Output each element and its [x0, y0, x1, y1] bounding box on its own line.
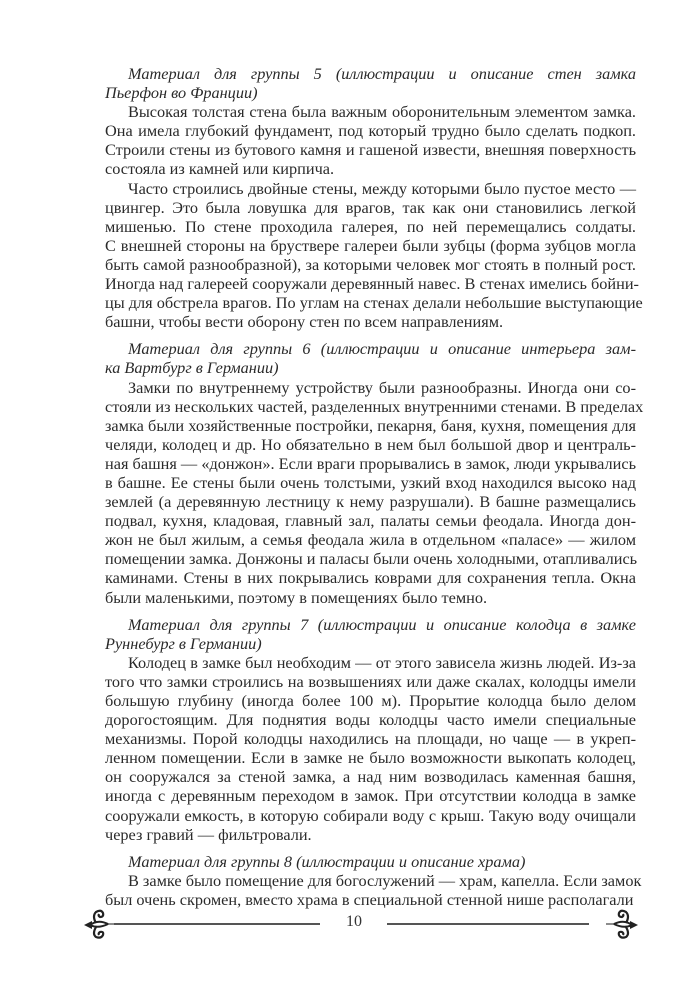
text-line: Высокая толстая стена была важным оборонительным элементом замка. [128, 102, 636, 122]
text-line: каминами. Стены в них покрывались коврами для сохранения тепла. Окна [105, 568, 636, 588]
text-line: башни, чтобы вести оборону стен по всем направлениям. [105, 312, 504, 332]
text-line: быть самой разнообразной), за которыми человек мог стоять в полный рост. [105, 254, 636, 274]
fleuron-ornament-icon [606, 908, 640, 940]
paragraph [105, 102, 636, 178]
text-line: челяди, колодец и др. Но обязательно в нем был большой двор и централь- [105, 434, 636, 454]
text-line: через гравий — фильтровали. [105, 824, 312, 844]
text-line: жон не был жилым, а семья феодала жила в отдельном «паласе» — жилом [105, 530, 636, 550]
footer-rule-right [387, 923, 589, 925]
section-group-8 [105, 851, 642, 909]
heading-line: Пьерфон во Франции) [105, 83, 258, 103]
text-line: сооружали емкость, в которую собирали воду с крыш. Такую воду очищали [105, 805, 636, 825]
paragraph [105, 178, 643, 332]
paragraph [105, 870, 642, 909]
document-page [105, 64, 644, 917]
text-line: Колодец в замке был необходим — от этого зависела жизнь людей. Из-за [128, 652, 636, 672]
page-number: 10 [346, 913, 362, 930]
text-line: подвал, кухня, кладовая, главный зал, палаты семьи феодала. Иногда дон- [105, 511, 636, 531]
text-line: цы для обстрела врагов. По углам на стенах делали небольшие выступающие [105, 293, 643, 313]
text-line: был очень скромен, вместо храма в специальной стенной нише располагали [105, 889, 634, 909]
text-line: С внешней стороны на бруствере галереи были зубцы (форма зубцов могла [105, 235, 636, 255]
text-line: механизмы. Порой колодцы находились на площади, но чаще — в укреп- [105, 729, 636, 749]
page-footer [82, 908, 640, 938]
text-line: Иногда над галереей сооружали деревянный навес. В стенах имелись бойни- [105, 274, 639, 294]
section-heading [105, 339, 636, 377]
text-line: ленном помещении. Если в замке не было возможности выкопать колодец, [105, 748, 636, 768]
section-group-5 [105, 64, 643, 332]
text-line: Часто строились двойные стены, между которыми было пустое место — [128, 178, 636, 198]
text-line: ная башня — «донжон». Если враги прорывались в замок, люди укрывались [105, 453, 636, 473]
text-line: землей (а деревянную лестницу к нему разрушали). В башне размещались [105, 492, 636, 512]
text-line: замка были хозяйственные постройки, пекарня, баня, кухня, помещения для [105, 415, 636, 435]
heading-line: Руннебург в Германии) [105, 633, 262, 653]
text-line: дорогостоящим. Для поднятия воды колодцы часто имели специальные [105, 710, 636, 730]
text-line: цвингер. Это была ловушка для врагов, так как они становились легкой [105, 197, 636, 217]
section-group-6 [105, 339, 644, 607]
text-line: Строили стены из бутового камня и гашеной извести, внешняя поверхность [105, 140, 636, 160]
text-line: большую глубину (иногда более 100 м). Прорытие колодца было делом [105, 691, 636, 710]
section-heading [105, 615, 636, 653]
text-line: мишенью. По стене проходила галерея, по ней перемещались солдаты. [105, 216, 636, 236]
text-line: помещении замка. Донжоны и паласы были очень холодными, отапливались [105, 549, 638, 569]
text-line: Замки по внутреннему устройству были разнообразны. Иногда они со- [128, 377, 636, 397]
heading-line: Материал для группы 6 (иллюстрации и описание интерьера зам- [128, 339, 636, 359]
text-line: были маленькими, поэтому в помещениях было темно. [105, 587, 488, 607]
text-line: того что замки строились на возвышениях или даже скалах, колодцы имели [105, 671, 636, 691]
heading-line: Материал для группы 7 (иллюстрации и описание колодца в замке [128, 614, 636, 634]
text-line: стояли из нескольких частей, разделенных внутренними стенами. В пределах [105, 396, 644, 416]
heading-line: ка Вартбург в Германии) [105, 358, 279, 378]
section-group-7 [105, 615, 636, 844]
footer-rule-left [114, 923, 320, 925]
fleuron-ornament-icon [82, 908, 116, 940]
section-heading [105, 852, 636, 871]
section-heading [105, 64, 636, 102]
heading-line: Материал для группы 5 (иллюстрации и описание стен замка [128, 64, 636, 83]
text-line: Она имела глубокий фундамент, под который трудно было сделать подкоп. [105, 121, 636, 141]
text-line: в башне. Ее стены были очень толстыми, узкий вход находился высоко над [105, 472, 636, 492]
heading-line: Материал для группы 8 (иллюстрации и описание храма) [128, 851, 526, 871]
text-line: В замке было помещение для богослужений — храм, капелла. Если замок [128, 870, 642, 890]
text-line: состояла из камней или кирпича. [105, 159, 335, 179]
paragraph [105, 377, 644, 607]
paragraph [105, 653, 636, 844]
text-line: он сооружался за стеной замка, а над ним возводилась каменная башня, [105, 767, 636, 787]
text-line: иногда с деревянным переходом в замок. При отсутствии колодца в замке [105, 786, 636, 806]
